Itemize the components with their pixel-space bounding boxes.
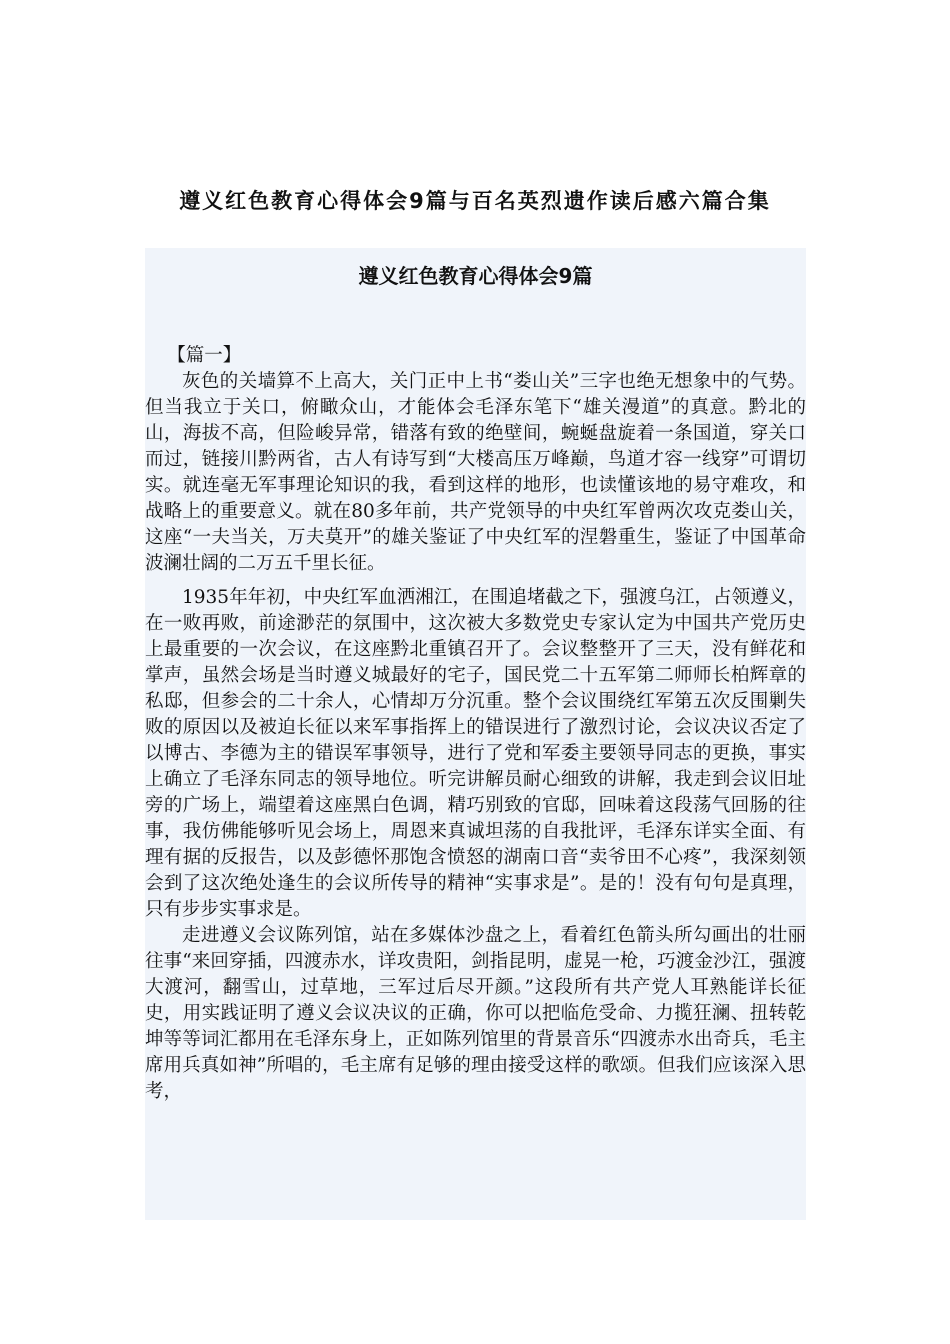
- paragraph-loushan-pass: 灰色的关墙算不上高大，关门正中上书“娄山关”三字也绝无想象中的气势。但当我立于关口，俯瞰众山，才能体会毛泽东笔下“雄关漫道”的真意。黔北的山，海拔不高，但险峻异常，错落有致的绝壁间，蜿蜒盘旋着一条国道，穿关口而过，链接川黔两省，古人有诗写到“大楼高压万峰巅，鸟道才容一线穿”可谓切实。就连毫无军事理论知识的我，看到这样的地形，也读懂该地的易守难攻，和战略上的重要意义。就在80多年前，共产党领导的中央红军曾两次攻克娄山关，这座“一夫当关，万夫莫开”的雄关鉴证了中央红军的涅磐重生，鉴证了中国革命波澜壮阔的二万五千里长征。: [145, 371, 806, 574]
- document-title: 遵义红色教育心得体会9篇与百名英烈遗作读后感六篇合集: [179, 189, 771, 213]
- section-heading: 遵义红色教育心得体会9篇: [358, 264, 593, 288]
- piece-label: 【篇一】: [167, 345, 242, 366]
- paragraph-zunyi-conference: 1935年年初，中央红军血洒湘江，在围追堵截之下，强渡乌江，占领遵义，在一败再败，前途渺茫的氛围中，这次被大多数党史专家认定为中国共产党历史上最重要的一次会议，在这座黔北重镇召开了。会议整整开了三天，没有鲜花和掌声，虽然会场是当时遵义城最好的宅子，国民党二十五军第二师师长柏辉章的私邸，但参会的二十余人，心情却万分沉重。整个会议围绕红军第五次反围剿失败的原因以及被迫长征以来军事指挥上的错误进行了激烈讨论，会议决议否定了以博古、李德为主的错误军事领导，进行了党和军委主要领导同志的更换，事实上确立了毛泽东同志的领导地位。听完讲解员耐心细致的讲解，我走到会议旧址旁的广场上，端望着这座黑白色调，精巧别致的官邸，回味着这段荡气回肠的往事，我仿佛能够听见会场上，周恩来真诚坦荡的自我批评，毛泽东详实全面、有理有据的反报告，以及彭德怀那饱含愤怒的湖南口音“卖爷田不心疼”，我深刻领会到了这次绝处逢生的会议所传导的精神“实事求是”。是的！没有句句是真理，只有步步实事求是。: [145, 587, 806, 920]
- paragraph-exhibition-hall: 走进遵义会议陈列馆，站在多媒体沙盘之上，看着红色箭头所勾画出的壮丽往事“来回穿插，四渡赤水，详攻贵阳，剑指昆明，虚晃一枪，巧渡金沙江，强渡大渡河，翻雪山，过草地，三军过后尽开颜。”这段所有共产党人耳熟能详长征史，用实践证明了遵义会议决议的正确，你可以把临危受命、力揽狂澜、扭转乾坤等等词汇都用在毛泽东身上，正如陈列馆里的背景音乐“四渡赤水出奇兵，毛主席用兵真如神”所唱的，毛主席有足够的理由接受这样的歌颂。但我们应该深入思考，: [145, 925, 806, 1102]
- article-body: [145, 343, 806, 1105]
